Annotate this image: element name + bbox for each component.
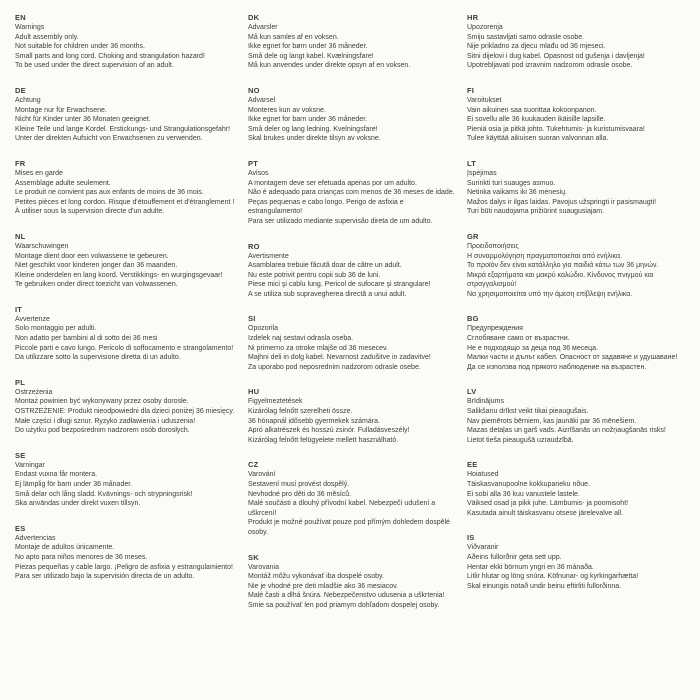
section-title: Avertismente bbox=[248, 252, 289, 260]
warning-line: Apró alkatrészek és hosszú zsinór. Fulladásveszély! bbox=[248, 427, 410, 435]
warning-line: Surinkti turi suaugęs asmuo. bbox=[467, 179, 556, 187]
warning-line: Μικρά εξαρτήματα και μακρύ καλώδιο. Κίνδυνος πνιγμού και στραγγαλισμού! bbox=[467, 271, 654, 289]
language-code: SK bbox=[248, 552, 259, 562]
warning-line: Produkt je možné používat pouze pod přímým dohledem dospělé osoby. bbox=[248, 519, 450, 536]
section-title: Waarschuwingen bbox=[15, 242, 69, 250]
warning-line: Malé časti a dlhá šnúra. Nebezpečenstvo udusenia a uškrtenia! bbox=[248, 592, 445, 600]
warning-line: Kasutada ainult täiskasvanu otsese järelevalve all. bbox=[467, 509, 624, 517]
warning-line: No apto para niños menores de 36 meses. bbox=[15, 553, 148, 561]
language-code: FR bbox=[15, 158, 26, 168]
language-section bbox=[467, 86, 683, 144]
section-title: Warnings bbox=[15, 24, 45, 31]
warning-line: Små delar och lång sladd. Kvävnings- och strypningsrisk! bbox=[15, 490, 193, 498]
section-title: Avisos bbox=[248, 169, 269, 177]
language-section bbox=[15, 524, 240, 582]
language-section bbox=[467, 387, 683, 445]
warning-line: Nicht für Kinder unter 36 Monaten geeignet. bbox=[15, 116, 151, 124]
language-code: LT bbox=[467, 158, 477, 168]
warning-line: Nie je vhodné pre deti mladšie ako 36 mesiacov. bbox=[248, 582, 399, 590]
warning-line: Не е подходящо за деца под 36 месеца. bbox=[467, 344, 599, 352]
warning-line: Smiju sastavljati samo odrasle osobe. bbox=[467, 33, 585, 41]
language-code: HU bbox=[248, 387, 260, 397]
section-title: Hoiatused bbox=[467, 471, 499, 479]
section-lines bbox=[15, 106, 240, 144]
section-title: Upozorenja bbox=[467, 24, 503, 31]
warning-line: Endast vuxna får montera. bbox=[15, 471, 98, 479]
warning-line: Adult assembly only. bbox=[15, 33, 79, 41]
section-title: Achtung bbox=[15, 96, 41, 104]
language-code: CZ bbox=[248, 460, 259, 470]
warning-line: Monteres kun av voksne. bbox=[248, 106, 326, 114]
column-1 bbox=[15, 13, 248, 700]
section-lines bbox=[467, 106, 683, 144]
warning-line: Te gebruiken onder direct toezicht van volwassenen. bbox=[15, 281, 178, 289]
warning-line: Majhni deli in dolg kabel. Nevarnost zadušitve in zadavitve! bbox=[248, 354, 431, 362]
language-code: GR bbox=[467, 231, 479, 241]
section-lines bbox=[15, 33, 240, 71]
language-code: LV bbox=[467, 387, 477, 397]
section-title: Ostrzeżenia bbox=[15, 388, 53, 396]
section-title: Предупреждения bbox=[467, 325, 523, 333]
section-title: Mises en garde bbox=[15, 169, 63, 177]
section-title: Προειδοποιήσεις bbox=[467, 242, 519, 250]
warning-line: To be used under the direct supervision of an adult. bbox=[15, 62, 174, 70]
warning-line: Kleine onderdelen en lang koord. Verstikkings- en wurgingsgevaar! bbox=[15, 271, 223, 279]
warning-line: A se utiliza sub supravegherea directă a unui adult. bbox=[248, 290, 407, 298]
language-section bbox=[248, 242, 459, 300]
section-lines bbox=[248, 179, 459, 227]
section-lines bbox=[467, 33, 683, 71]
warning-line: Να χρησιμοποιείται υπό την άμεση επίβλεψη ενήλικα. bbox=[467, 290, 633, 298]
warning-line: Petites pièces et long cordon. Risque d'étouffement et d'étranglement ! bbox=[15, 198, 235, 206]
warning-line: Litlir hlutar og löng snúra. Köfnunar- og kyrkingarhætta! bbox=[467, 573, 639, 581]
warning-line: Small parts and long cord. Choking and strangulation hazard! bbox=[15, 52, 205, 60]
section-lines bbox=[248, 106, 459, 144]
warning-line: Pieniä osia ja pitkä johto. Tukehtumis- ja kuristumisvaara! bbox=[467, 125, 645, 133]
warning-line: Piese mici şi cablu lung. Pericol de sufocare şi strangulare! bbox=[248, 281, 431, 289]
warning-line: Kizárólag felnőtt felügyelete mellett használható. bbox=[248, 436, 399, 444]
warning-line: Não é adequado para crianças com menos de 36 meses de idade. bbox=[248, 189, 455, 197]
warning-line: Små deler og lang ledning. Kvelningsfare! bbox=[248, 125, 378, 133]
warning-line: 36 hónapnál idősebb gyermekek számára. bbox=[248, 417, 380, 425]
language-code: ES bbox=[15, 523, 26, 533]
section-lines bbox=[15, 252, 240, 290]
warning-line: Turi būti naudojama prižiūrint suaugusiajam. bbox=[467, 208, 605, 216]
section-lines bbox=[467, 480, 683, 518]
section-title: Varoitukset bbox=[467, 96, 502, 104]
warning-line: Сглобяване само от възрастни. bbox=[467, 335, 570, 343]
warning-line: Not suitable for children under 36 months. bbox=[15, 43, 145, 51]
warning-line: Montaje de adultos únicamente. bbox=[15, 544, 115, 552]
warning-line: A montagem deve ser efetuada apenas por um adulto. bbox=[248, 179, 417, 187]
warning-line: Para ser utilizado mediante supervisão direta de um adulto. bbox=[248, 217, 433, 225]
section-lines bbox=[248, 261, 459, 299]
warning-line: Да се използва под прякото наблюдение на възрастен. bbox=[467, 363, 647, 371]
language-section bbox=[248, 387, 459, 445]
section-title: Avvertenze bbox=[15, 315, 50, 323]
column-2 bbox=[248, 13, 467, 700]
section-lines bbox=[467, 179, 683, 217]
language-section bbox=[248, 553, 459, 611]
warning-line: Piccole parti e cavo lungo. Pericolo di soffocamento e strangolamento! bbox=[15, 344, 234, 352]
section-lines bbox=[15, 324, 240, 362]
warning-line: Lietot tieša pieaugušā uzraudzībā. bbox=[467, 436, 574, 444]
warning-line: Η συναρμολόγηση πραγματοποιείται από ενήλικα. bbox=[467, 252, 622, 260]
language-section bbox=[467, 460, 683, 518]
section-lines bbox=[15, 397, 240, 435]
language-code: IS bbox=[467, 533, 475, 543]
warning-line: Solo montaggio per adulti. bbox=[15, 325, 97, 333]
warning-line: Το προϊόν δεν είναι κατάλληλο για παιδιά κάτω των 36 μηνών. bbox=[467, 262, 659, 270]
language-code: EE bbox=[467, 460, 478, 470]
section-title: Figyelmeztetések bbox=[248, 398, 303, 406]
warning-line: Väiksed osad ja pikk juhe. Lämbumis- ja poomisoht! bbox=[467, 500, 629, 508]
language-section bbox=[467, 159, 683, 217]
warning-line: Täiskasvanupoolne kokkupaneku nõue. bbox=[467, 481, 590, 488]
language-section bbox=[248, 460, 459, 537]
warning-line: Skal einungis notað undir beinu eftirliti fullorðinna. bbox=[467, 582, 622, 590]
warning-line: Må kun samles af en voksen. bbox=[248, 33, 339, 41]
warning-line: Ni primerno za otroke mlajše od 36 mesecev. bbox=[248, 344, 388, 352]
section-title: Varovania bbox=[248, 563, 280, 571]
language-section bbox=[467, 314, 683, 372]
warning-line: OSTRZEŻENIE: Produkt nieodpowiedni dla dzieci poniżej 36 miesięcy. bbox=[15, 408, 235, 416]
section-title: Opozorila bbox=[248, 325, 278, 333]
language-code: FI bbox=[467, 85, 475, 95]
warning-line: Nav piemērots bērniem, kas jaunāki par 36 mēnešiem. bbox=[467, 417, 637, 425]
language-section bbox=[467, 13, 683, 71]
language-code: IT bbox=[15, 304, 23, 314]
warning-line: Małe części i długi sznur. Ryzyko zadławienia i uduszenia! bbox=[15, 417, 196, 425]
warning-line: Skal brukes under direkte tilsyn av voksne. bbox=[248, 135, 381, 143]
section-lines bbox=[467, 407, 683, 445]
warning-line: Piezas pequeñas y cable largo. ¡Peligro de asfixia y estrangulamiento! bbox=[15, 563, 233, 571]
warning-line: Nevhodné pro děti do 36 měsíců. bbox=[248, 490, 352, 498]
warning-line: Peças pequenas e cabo longo. Perigo de asfixia e estrangulamento! bbox=[248, 198, 404, 216]
language-code: PT bbox=[248, 158, 258, 168]
warning-line: À utiliser sous la supervision directe d'un adulte. bbox=[15, 208, 165, 216]
language-section bbox=[15, 159, 240, 217]
language-section bbox=[467, 232, 683, 300]
warning-line: Ikke egnet for barn under 36 måneder. bbox=[248, 116, 368, 124]
warning-line: Tulee käyttää aikuisen suoran valvonnan alla. bbox=[467, 135, 609, 143]
language-section bbox=[248, 314, 459, 372]
section-lines bbox=[248, 480, 459, 538]
warning-line: Hentar ekki börnum yngri en 36 mánaða. bbox=[467, 563, 594, 571]
warning-line: Малки части и дълъг кабел. Опасност от задавяне и удушаване! bbox=[467, 354, 678, 362]
section-title: Viðvaranir bbox=[467, 544, 499, 552]
language-section bbox=[15, 305, 240, 363]
warning-line: Montage dient door een volwassene te gebeuren. bbox=[15, 252, 169, 260]
section-lines bbox=[15, 543, 240, 581]
section-lines bbox=[15, 179, 240, 217]
section-lines bbox=[467, 553, 683, 591]
language-code: EN bbox=[15, 13, 26, 22]
warning-line: Ska användas under direkt vuxen tillsyn. bbox=[15, 500, 141, 508]
section-title: Brīdinājums bbox=[467, 398, 504, 406]
warning-line: Niet geschikt voor kinderen jonger dan 36 maanden. bbox=[15, 262, 178, 270]
section-title: Advarsel bbox=[248, 96, 276, 104]
warning-line: Kleine Teile und lange Kordel. Erstickungs- und Strangulationsgefahr! bbox=[15, 125, 231, 133]
section-title: Įspėjimas bbox=[467, 169, 497, 177]
language-code: SE bbox=[15, 450, 26, 460]
warning-line: Mazas detaļas un garš vads. Aizrīšanās un nožņaugšanās risks! bbox=[467, 427, 666, 435]
section-title: Varování bbox=[248, 471, 276, 479]
language-code: PL bbox=[15, 377, 25, 387]
warning-line: Montage nur für Erwachsene. bbox=[15, 106, 107, 114]
section-lines bbox=[15, 470, 240, 508]
warning-line: Smie sa používať len pod priamym dohľadom dospelej osoby. bbox=[248, 601, 440, 609]
warning-line: Sitni dijelovi i dug kabel. Opasnost od gušenja i davljenja! bbox=[467, 52, 645, 60]
section-title: Varningar bbox=[15, 461, 45, 469]
warning-line: Nije prikladno za djecu mlađu od 36 mjeseci. bbox=[467, 43, 606, 51]
warning-line: Do użytku pod bezpośrednim nadzorem osób dorosłych. bbox=[15, 427, 190, 435]
warning-line: Små dele og langt kabel. Kvælningsfare! bbox=[248, 52, 374, 60]
warning-line: Unter der direkten Aufsicht von Erwachsenen zu verwenden. bbox=[15, 135, 203, 143]
warning-line: Asamblarea trebuie făcută doar de către un adult. bbox=[248, 262, 402, 270]
section-lines bbox=[248, 334, 459, 372]
warning-line: Aðeins fullorðnir geta sett upp. bbox=[467, 553, 562, 561]
language-code: RO bbox=[248, 241, 260, 251]
column-3 bbox=[467, 13, 685, 700]
language-section bbox=[248, 159, 459, 227]
warning-line: Nu este potrivit pentru copii sub 36 de luni. bbox=[248, 271, 381, 279]
warning-line: Vain aikuinen saa suorittaa kokoonpanon. bbox=[467, 106, 597, 114]
section-title: Advarsler bbox=[248, 24, 278, 31]
language-section bbox=[15, 378, 240, 436]
language-section bbox=[15, 451, 240, 509]
warning-line: Netinka vaikams iki 36 mėnesių. bbox=[467, 189, 567, 197]
section-lines bbox=[248, 407, 459, 445]
warning-line: Para ser utilizado bajo la supervisión directa de un adulto. bbox=[15, 573, 195, 581]
warning-line: Kizárólag felnőtt szerelheti össze. bbox=[248, 408, 353, 416]
warning-line: Non adatto per bambini al di sotto dei 36 mesi bbox=[15, 335, 158, 343]
language-code: NL bbox=[15, 231, 26, 241]
warning-line: Le produit ne convient pas aux enfants de moins de 36 mois. bbox=[15, 189, 204, 197]
warning-line: Da utilizzare sotto la supervisione diretta di un adulto. bbox=[15, 354, 181, 362]
language-code: SI bbox=[248, 314, 256, 324]
warning-line: Ei sovellu alle 36 kuukauden ikäisille lapsille. bbox=[467, 116, 606, 124]
language-section bbox=[15, 86, 240, 144]
warning-line: Izdelek naj sestavi odrasla oseba. bbox=[248, 335, 354, 343]
section-lines bbox=[467, 252, 683, 300]
warning-line: Må kun anvendes under direkte opsyn af en voksen. bbox=[248, 62, 411, 70]
warning-line: Za uporabo pod neposrednim nadzorom odrasle osebe. bbox=[248, 363, 421, 371]
language-section bbox=[15, 13, 240, 71]
warning-line: Ej lämplig för barn under 36 månader. bbox=[15, 481, 133, 488]
language-section bbox=[248, 13, 459, 71]
section-lines bbox=[248, 572, 459, 610]
warning-line: Assemblage adulte seulement. bbox=[15, 179, 111, 187]
section-lines bbox=[467, 334, 683, 372]
language-code: BG bbox=[467, 314, 479, 324]
warning-line: Upotrebljavati pod izravnim nadzorom odrasle osobe. bbox=[467, 62, 633, 70]
warning-line: Ei sobi alla 36 kuu vanustele lastele. bbox=[467, 490, 580, 498]
language-code: HR bbox=[467, 13, 479, 22]
warning-line: Montáž môžu vykonávať iba dospelé osoby. bbox=[248, 573, 384, 581]
warning-line: Ikke egnet for børn under 36 måneder. bbox=[248, 43, 368, 51]
language-section bbox=[248, 86, 459, 144]
warning-line: Montaż powinien być wykonywany przez osoby dorosłe. bbox=[15, 398, 189, 406]
language-code: DK bbox=[248, 13, 260, 22]
language-code: DE bbox=[15, 85, 26, 95]
section-title: Advertencias bbox=[15, 534, 56, 542]
warning-line: Salikšanu drīkst veikt tikai pieaugušais. bbox=[467, 408, 589, 416]
language-section bbox=[15, 232, 240, 290]
language-code: NO bbox=[248, 85, 260, 95]
warning-line: Malé součásti a dlouhý přívodní kabel. Nebezpečí udušení a uškrcení! bbox=[248, 500, 436, 517]
warning-line: Mažos dalys ir ilgas laidas. Pavojus užspringti ir pasismaugti! bbox=[467, 198, 657, 206]
language-section bbox=[467, 533, 683, 591]
section-lines bbox=[248, 33, 459, 71]
warning-line: Sestavení musí provést dospělý. bbox=[248, 481, 350, 488]
